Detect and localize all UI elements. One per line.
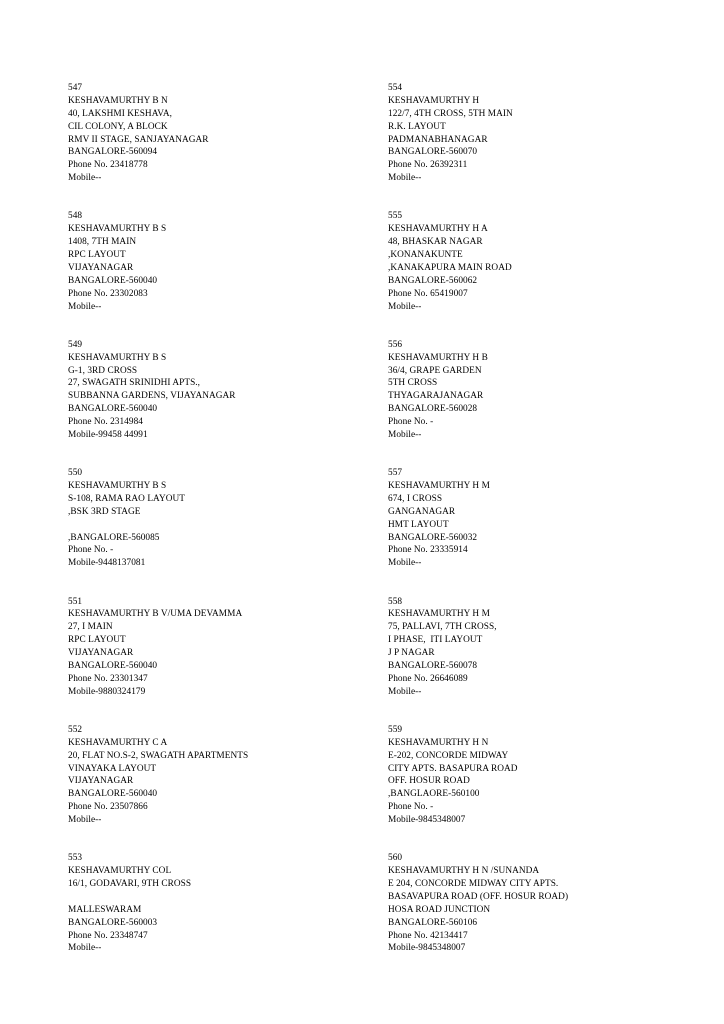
address-line: VIJAYANAGAR: [68, 262, 134, 273]
address-line: S-108, RAMA RAO LAYOUT: [68, 493, 185, 504]
member-number: 549: [68, 339, 83, 350]
city-pincode: BANGALORE-560040: [68, 789, 158, 800]
phone-number: Phone No. 23302083: [68, 288, 148, 299]
member-entry: [388, 724, 688, 840]
member-number: 554: [388, 83, 403, 93]
member-name: KESHAVAMURTHY H N: [388, 737, 489, 748]
mobile-number: Mobile--: [388, 301, 422, 312]
address-line: VIJAYANAGAR: [68, 648, 134, 659]
address-line: BASAVAPURA ROAD (OFF. HOSUR ROAD): [388, 891, 569, 902]
city-pincode: BANGALORE-560032: [388, 532, 478, 543]
member-entry: [388, 596, 688, 712]
address-line: PADMANABHANAGAR: [388, 134, 488, 145]
address-line: SUBBANNA GARDENS, VIJAYANAGAR: [68, 391, 236, 402]
phone-number: Phone No. 26646089: [388, 673, 468, 684]
address-line: 36/4, GRAPE GARDEN: [388, 365, 482, 376]
member-entry: [68, 339, 368, 455]
member-name: KESHAVAMURTHY H B: [388, 352, 488, 363]
member-number: 551: [68, 596, 83, 607]
address-line: 674, I CROSS: [388, 493, 443, 504]
address-line: CIL COLONY, A BLOCK: [68, 121, 168, 132]
address-line: HOSA ROAD JUNCTION: [388, 904, 491, 915]
address-line: ,KONANAKUNTE: [388, 250, 463, 261]
phone-number: Phone No. 23507866: [68, 802, 148, 813]
city-pincode: ,BANGLAORE-560100: [388, 789, 480, 800]
member-entry: [68, 82, 368, 198]
address-line: [68, 519, 368, 532]
member-entry: [68, 210, 368, 326]
member-name: KESHAVAMURTHY H A: [388, 224, 488, 235]
address-line: RMV II STAGE, SANJAYANAGAR: [68, 134, 209, 145]
phone-number: Phone No. -: [388, 802, 434, 813]
member-entry: [388, 210, 688, 326]
address-line: 5TH CROSS: [388, 378, 438, 389]
member-entry: [68, 852, 368, 968]
mobile-number: Mobile--: [68, 815, 102, 826]
member-number: 548: [68, 211, 83, 222]
member-entry: [388, 852, 688, 968]
member-name: KESHAVAMURTHY H M: [388, 481, 490, 492]
mobile-number: Mobile-99458 44991: [68, 429, 148, 440]
member-name: KESHAVAMURTHY H N /SUNANDA: [388, 866, 540, 877]
mobile-number: Mobile--: [68, 173, 102, 184]
phone-number: Phone No. 42134417: [388, 930, 468, 941]
member-entry: [68, 596, 368, 712]
member-entry: [68, 467, 368, 583]
member-name: KESHAVAMURTHY H: [388, 95, 480, 106]
phone-number: Phone No. 2314984: [68, 417, 143, 428]
address-line: 48, BHASKAR NAGAR: [388, 237, 483, 248]
member-name: KESHAVAMURTHY B S: [68, 481, 167, 492]
phone-number: Phone No. 23335914: [388, 545, 468, 556]
city-pincode: BANGALORE-560070: [388, 147, 478, 158]
city-pincode: BANGALORE-560003: [68, 917, 158, 928]
city-pincode: BANGALORE-560040: [68, 404, 158, 415]
phone-number: Phone No. 65419007: [388, 288, 468, 299]
address-line: ,BSK 3RD STAGE: [68, 506, 141, 517]
address-line: VIJAYANAGAR: [68, 776, 134, 787]
address-line: OFF. HOSUR ROAD: [388, 776, 470, 787]
member-number: 547: [68, 83, 83, 93]
address-line: J P NAGAR: [388, 648, 435, 659]
address-line: MALLESWARAM: [68, 904, 142, 915]
address-line: I PHASE, ITI LAYOUT: [388, 635, 483, 646]
mobile-number: Mobile--: [68, 301, 102, 312]
phone-number: Phone No. 26392311: [388, 160, 468, 171]
member-name: KESHAVAMURTHY H M: [388, 609, 490, 620]
mobile-number: Mobile-9880324179: [68, 686, 146, 697]
city-pincode: BANGALORE-560062: [388, 275, 478, 286]
address-line: 27, I MAIN: [68, 622, 113, 633]
member-name: KESHAVAMURTHY B S: [68, 224, 167, 235]
mobile-number: Mobile-9845348007: [388, 815, 466, 826]
phone-number: Phone No. 23418778: [68, 160, 148, 171]
member-number: 552: [68, 724, 83, 735]
member-number: 550: [68, 468, 83, 479]
address-line: GANGANAGAR: [388, 506, 456, 517]
city-pincode: BANGALORE-560040: [68, 275, 158, 286]
member-name: KESHAVAMURTHY C A: [68, 737, 168, 748]
address-line: 20, FLAT NO.S-2, SWAGATH APARTMENTS: [68, 750, 249, 761]
address-line: E-202, CONCORDE MIDWAY: [388, 750, 509, 761]
address-line: 16/1, GODAVARI, 9TH CROSS: [68, 879, 192, 890]
mobile-number: Mobile--: [388, 173, 422, 184]
member-name: KESHAVAMURTHY B S: [68, 352, 167, 363]
address-line: 27, SWAGATH SRINIDHI APTS.,: [68, 378, 201, 389]
address-line: CITY APTS. BASAPURA ROAD: [388, 763, 518, 774]
member-name: KESHAVAMURTHY B V/UMA DEVAMMA: [68, 609, 243, 620]
left-column: [68, 82, 368, 981]
member-number: 558: [388, 596, 403, 607]
city-pincode: BANGALORE-560040: [68, 660, 158, 671]
mobile-number: Mobile-9845348007: [388, 943, 466, 954]
mobile-number: Mobile--: [388, 686, 422, 697]
member-number: 559: [388, 724, 403, 735]
member-name: KESHAVAMURTHY B N: [68, 95, 168, 106]
city-pincode: ,BANGALORE-560085: [68, 532, 160, 543]
city-pincode: BANGALORE-560106: [388, 917, 478, 928]
address-line: ,KANAKAPURA MAIN ROAD: [388, 262, 512, 273]
phone-number: Phone No. -: [388, 417, 434, 428]
address-line: THYAGARAJANAGAR: [388, 391, 484, 402]
address-line: RPC LAYOUT: [68, 635, 126, 646]
mobile-number: Mobile--: [388, 558, 422, 569]
address-line: 40, LAKSHMI KESHAVA,: [68, 108, 172, 119]
city-pincode: BANGALORE-560078: [388, 660, 478, 671]
address-line: [68, 891, 368, 904]
address-line: 1408, 7TH MAIN: [68, 237, 137, 248]
member-entry: [388, 339, 688, 455]
city-pincode: BANGALORE-560094: [68, 147, 158, 158]
address-line: G-1, 3RD CROSS: [68, 365, 138, 376]
phone-number: Phone No. -: [68, 545, 114, 556]
member-number: 557: [388, 468, 403, 479]
city-pincode: BANGALORE-560028: [388, 404, 478, 415]
member-entry: [388, 467, 688, 583]
member-number: 555: [388, 211, 403, 222]
right-column: [388, 82, 688, 981]
mobile-number: Mobile--: [388, 429, 422, 440]
member-name: KESHAVAMURTHY COL: [68, 866, 172, 877]
address-line: RPC LAYOUT: [68, 250, 126, 261]
mobile-number: Mobile--: [68, 943, 102, 954]
address-line: VINAYAKA LAYOUT: [68, 763, 157, 774]
phone-number: Phone No. 23348747: [68, 930, 148, 941]
phone-number: Phone No. 23301347: [68, 673, 148, 684]
member-number: 560: [388, 853, 403, 864]
address-line: HMT LAYOUT: [388, 519, 449, 530]
address-line: 75, PALLAVI, 7TH CROSS,: [388, 622, 497, 633]
mobile-number: Mobile-9448137081: [68, 558, 146, 569]
address-line: R.K. LAYOUT: [388, 121, 446, 132]
member-entry: [388, 82, 688, 198]
member-number: 553: [68, 853, 83, 864]
member-entry: [68, 724, 368, 840]
member-number: 556: [388, 339, 403, 350]
address-line: E 204, CONCORDE MIDWAY CITY APTS.: [388, 879, 559, 890]
address-line: 122/7, 4TH CROSS, 5TH MAIN: [388, 108, 513, 119]
